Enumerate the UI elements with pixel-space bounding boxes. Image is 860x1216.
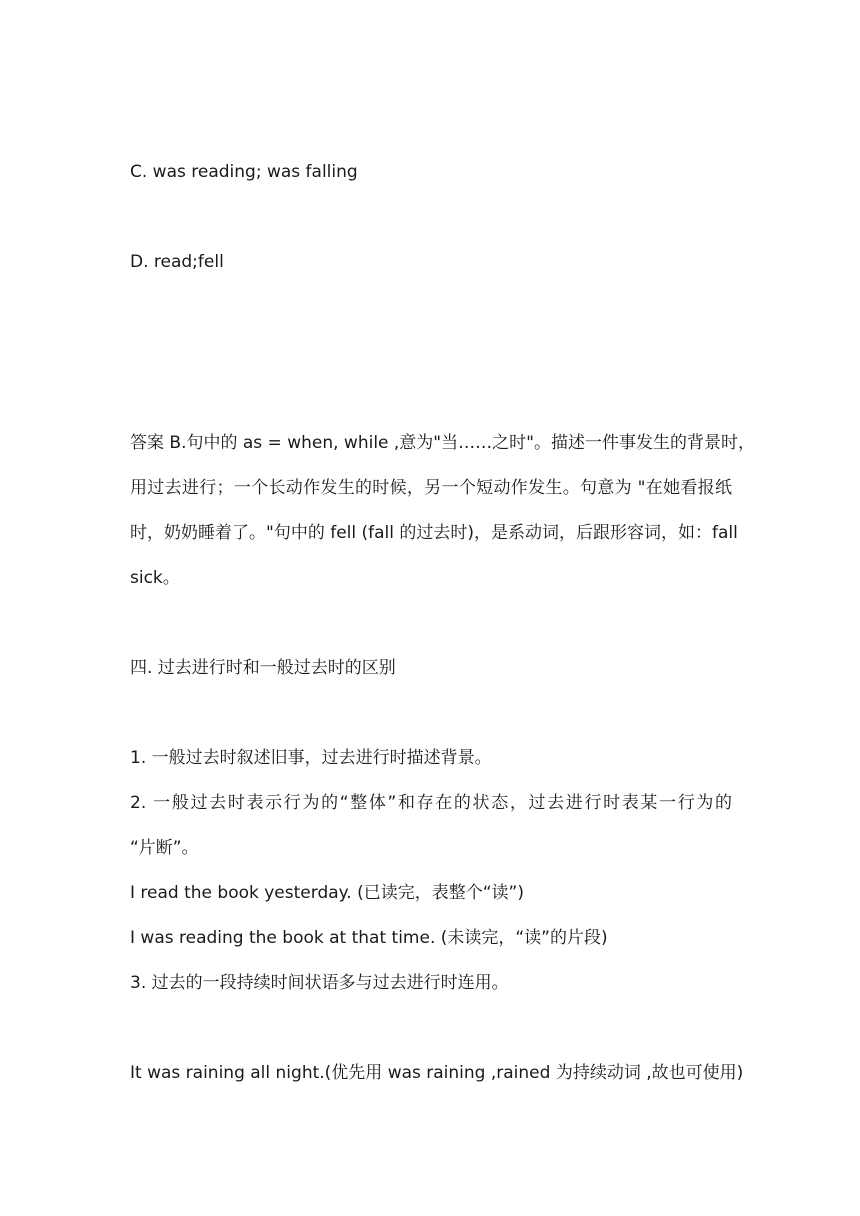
point-1: 1. 一般过去时叙述旧事，过去进行时描述背景。 (130, 748, 492, 768)
answer-line-2: 用过去进行；一个长动作发生的时候，另一个短动作发生。句意为 "在她看报纸 (130, 478, 732, 498)
section-heading: 四. 过去进行时和一般过去时的区别 (130, 658, 396, 678)
option-d: D. read;fell (130, 252, 224, 272)
example-3: It was raining all night.(优先用 was raining ,rained 为持续动词 ,故也可使用) (130, 1063, 744, 1083)
answer-line-3: 时，奶奶睡着了。"句中的 fell (fall 的过去时)，是系动词，后跟形容词，如：fall (130, 523, 738, 543)
answer-line-4: sick。 (130, 568, 180, 588)
point-2-line-1: 2. 一般过去时表示行为的“整体”和存在的状态，过去进行时表某一行为的 (130, 793, 732, 813)
example-1: I read the book yesterday. (已读完，表整个“读”) (130, 883, 524, 903)
option-c: C. was reading; was falling (130, 162, 358, 182)
example-2: I was reading the book at that time. (未读完，“读”的片段) (130, 928, 608, 948)
answer-line-1: 答案 B.句中的 as = when, while ,意为"当……之时"。描述一件事发生的背景时， (130, 433, 755, 453)
point-3: 3. 过去的一段持续时间状语多与过去进行时连用。 (130, 973, 509, 993)
point-2-line-2: “片断”。 (130, 838, 199, 858)
